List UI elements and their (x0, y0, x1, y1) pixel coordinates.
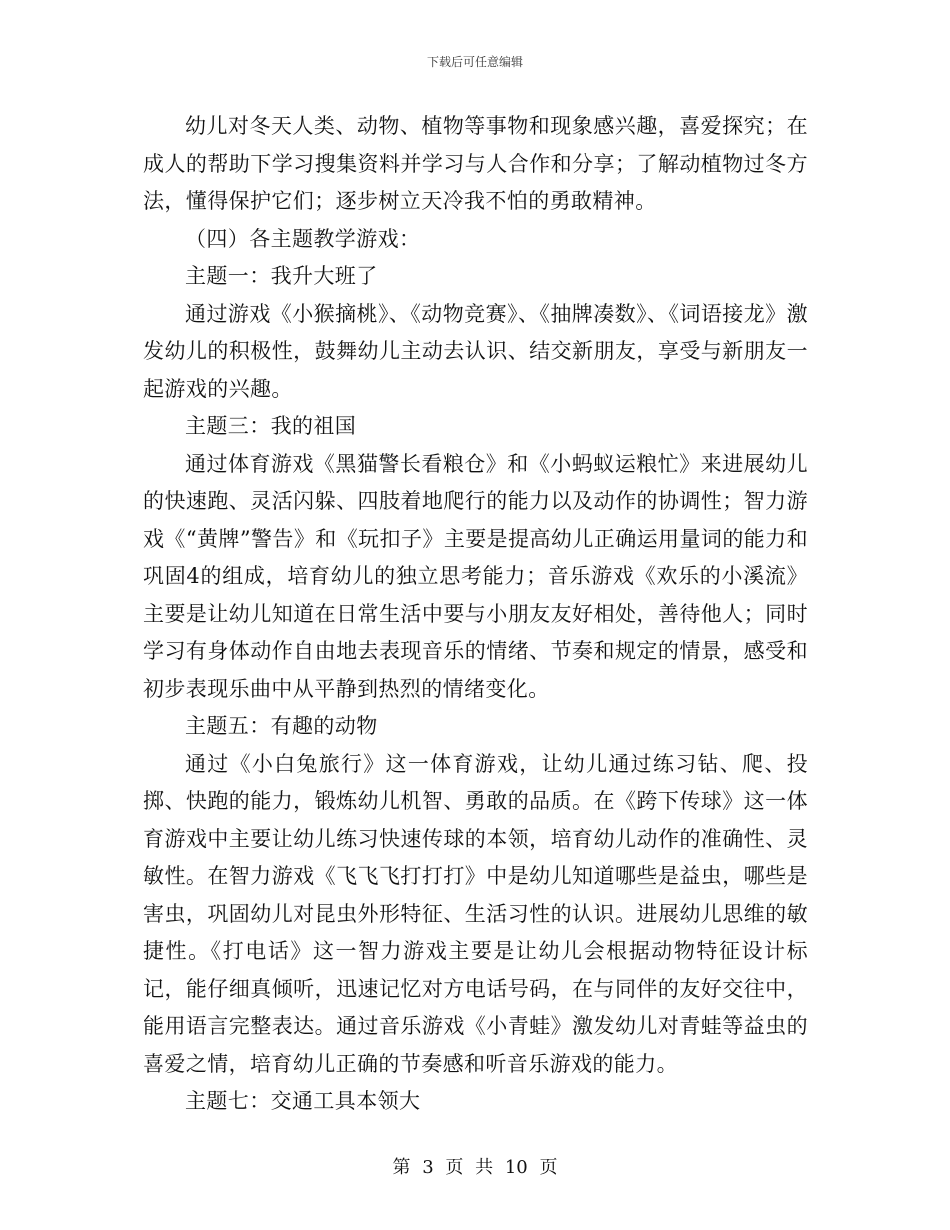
theme3-body: 通过体育游戏《黑猫警长看粮仓》和《小蚂蚁运粮忙》来进展幼儿的快速跑、灵活闪躲、四肢着地爬行的能力以及动作的协调性；智力游戏《“黄牌”警告》和《玩扣子》主要是提高幼儿正确运用量词的能力和巩固4的组成，培育幼儿的独立思考能力；音乐游戏《欢乐的小溪流》主要是让幼儿知道在日常生活中要与小朋友友好相处，善待他人；同时学习有身体动作自由地去表现音乐的情绪、节奏和规定的情景，感受和初步表现乐曲中从平静到热烈的情绪变化。 (143, 451, 808, 701)
theme1-body: 通过游戏《小猴摘桃》、《动物竞赛》、《抽牌凑数》、《词语接龙》激发幼儿的积极性，鼓舞幼儿主动去认识、结交新朋友，享受与新朋友一起游戏的兴趣。 (143, 301, 808, 401)
section-heading-games: （四）各主题教学游戏： (185, 226, 421, 251)
page-footer: 第 3 页 共 10 页 (392, 1157, 558, 1178)
paragraph-winter-goals: 幼儿对冬天人类、动物、植物等事物和现象感兴趣，喜爱探究；在成人的帮助下学习搜集资料并学习与人合作和分享；了解动植物过冬方法，懂得保护它们；逐步树立天冷我不怕的勇敢精神。 (143, 114, 808, 213)
theme1-title: 主题一：我升大班了 (185, 264, 378, 288)
theme5-body: 通过《小白兔旅行》这一体育游戏，让幼儿通过练习钻、爬、投掷、快跑的能力，锻炼幼儿机智、勇敢的品质。在《跨下传球》这一体育游戏中主要让幼儿练习快速传球的本领，培育幼儿动作的准确性、灵敏性。在智力游戏《飞飞飞打打打》中是幼儿知道哪些是益虫，哪些是害虫，巩固幼儿对昆虫外形特征、生活习性的认识。进展幼儿思维的敏捷性。《打电话》这一智力游戏主要是让幼儿会根据动物特征设计标记，能仔细真倾听，迅速记忆对方电话号码，在与同伴的友好交往中，能用语言完整表达。通过音乐游戏《小青蛙》激发幼儿对青蛙等益虫的喜爱之情，培育幼儿正确的节奏感和听音乐游戏的能力。 (143, 751, 808, 1076)
theme3-title: 主题三：我的祖国 (185, 414, 357, 438)
theme7-title: 主题七：交通工具本领大 (185, 1089, 421, 1113)
document-body (143, 108, 808, 1121)
theme5-title: 主题五：有趣的动物 (185, 714, 378, 738)
page-header: 下载后可任意编辑 (426, 55, 523, 69)
